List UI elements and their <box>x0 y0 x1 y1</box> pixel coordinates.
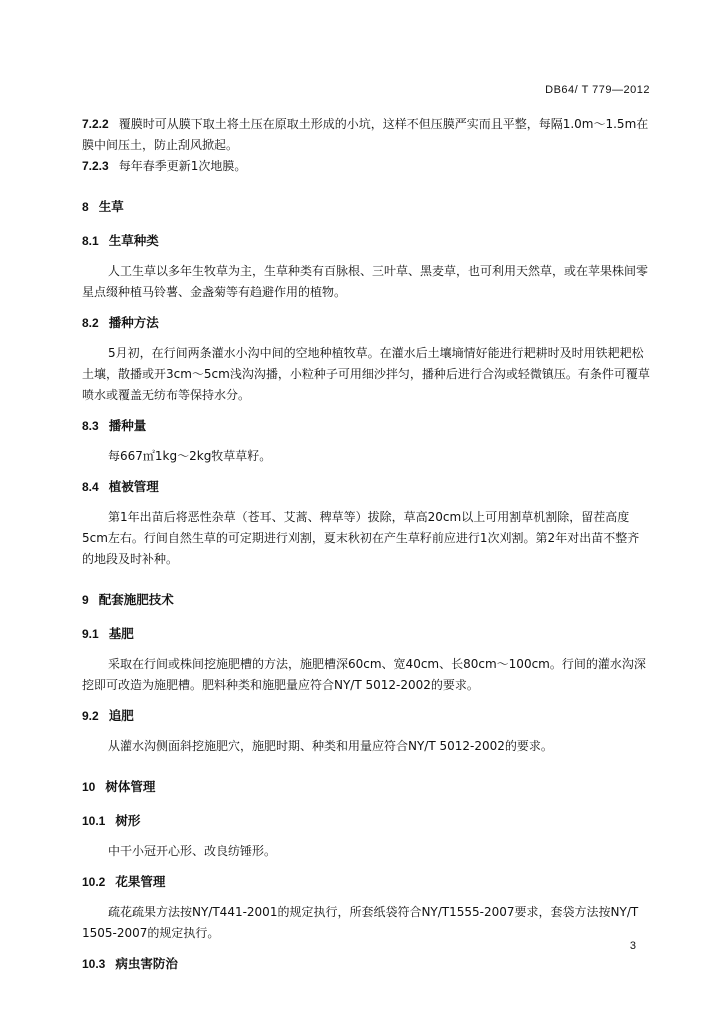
section-10-heading: 10 树体管理 <box>82 779 156 794</box>
paragraph-9-1: 采取在行间或株间挖施肥槽的方法，施肥槽深60cm、宽40cm、长80cm～100cm。行间的灌水沟深挖即可改造为施肥槽。肥料种类和施肥量应符合NY/T 5012-2002的要求。 <box>82 657 646 692</box>
clause-10-2-heading: 10.2 花果管理 <box>82 874 166 889</box>
paragraph-8-4: 第1年出苗后将恶性杂草（苍耳、艾蒿、稗草等）拔除，草高20cm以上可用割草机割除，留茬高度5cm左右。行间自然生草的可定期进行刈割，夏末秋初在产生草籽前应进行1次刈割。第2年对出苗不整齐的地段及时补种。 <box>82 510 640 566</box>
clause-8-1-heading: 8.1 生草种类 <box>82 233 159 248</box>
standard-code: DB64/ T 779—2012 <box>545 84 650 96</box>
paragraph-10-2: 疏花疏果方法按NY/T441-2001的规定执行，所套纸袋符合NY/T1555-2007要求，套袋方法按NY/T 1505-2007的规定执行。 <box>82 905 639 940</box>
paragraph-8-3: 每667㎡1kg～2kg牧草草籽。 <box>108 449 272 463</box>
clause-10-1-heading: 10.1 树形 <box>82 813 141 828</box>
clause-7-2-3: 7.2.3 每年春季更新1次地膜。 <box>82 159 247 173</box>
paragraph-8-2: 5月初，在行间两条灌水小沟中间的空地种植牧草。在灌水后土壤墒情好能进行耙耕时及时用铁耙耙松土壤，散播或开3cm～5cm浅沟沟播，小粒种子可用细沙拌匀，播种后进行合沟或轻微镇压。有条件可覆草喷水或覆盖无纺布等保持水分。 <box>82 346 650 402</box>
clause-9-1-heading: 9.1 基肥 <box>82 626 134 641</box>
paragraph-8-1: 人工生草以多年生牧草为主，生草种类有百脉根、三叶草、黑麦草，也可利用天然草，或在苹果株间零星点缀种植马铃薯、金盏菊等有趋避作用的植物。 <box>82 264 649 299</box>
clause-7-2-2: 7.2.2 覆膜时可从膜下取土将土压在原取土形成的小坑，这样不但压膜严实而且平整，每隔1.0m～1.5m在膜中间压土，防止刮风掀起。 <box>82 117 649 152</box>
clause-9-2-heading: 9.2 追肥 <box>82 708 134 723</box>
page-number: 3 <box>629 940 636 952</box>
clause-10-3-heading: 10.3 病虫害防治 <box>82 956 178 971</box>
paragraph-9-2: 从灌水沟侧面斜挖施肥穴，施肥时期、种类和用量应符合NY/T 5012-2002的要求。 <box>108 739 553 753</box>
section-8-heading: 8 生草 <box>82 199 124 214</box>
document-body <box>82 114 650 974</box>
clause-8-4-heading: 8.4 植被管理 <box>82 479 159 494</box>
clause-8-3-heading: 8.3 播种量 <box>82 418 147 433</box>
section-9-heading: 9 配套施肥技术 <box>82 592 174 607</box>
clause-8-2-heading: 8.2 播种方法 <box>82 315 159 330</box>
paragraph-10-1: 中干小冠开心形、改良纺锤形。 <box>108 844 277 858</box>
